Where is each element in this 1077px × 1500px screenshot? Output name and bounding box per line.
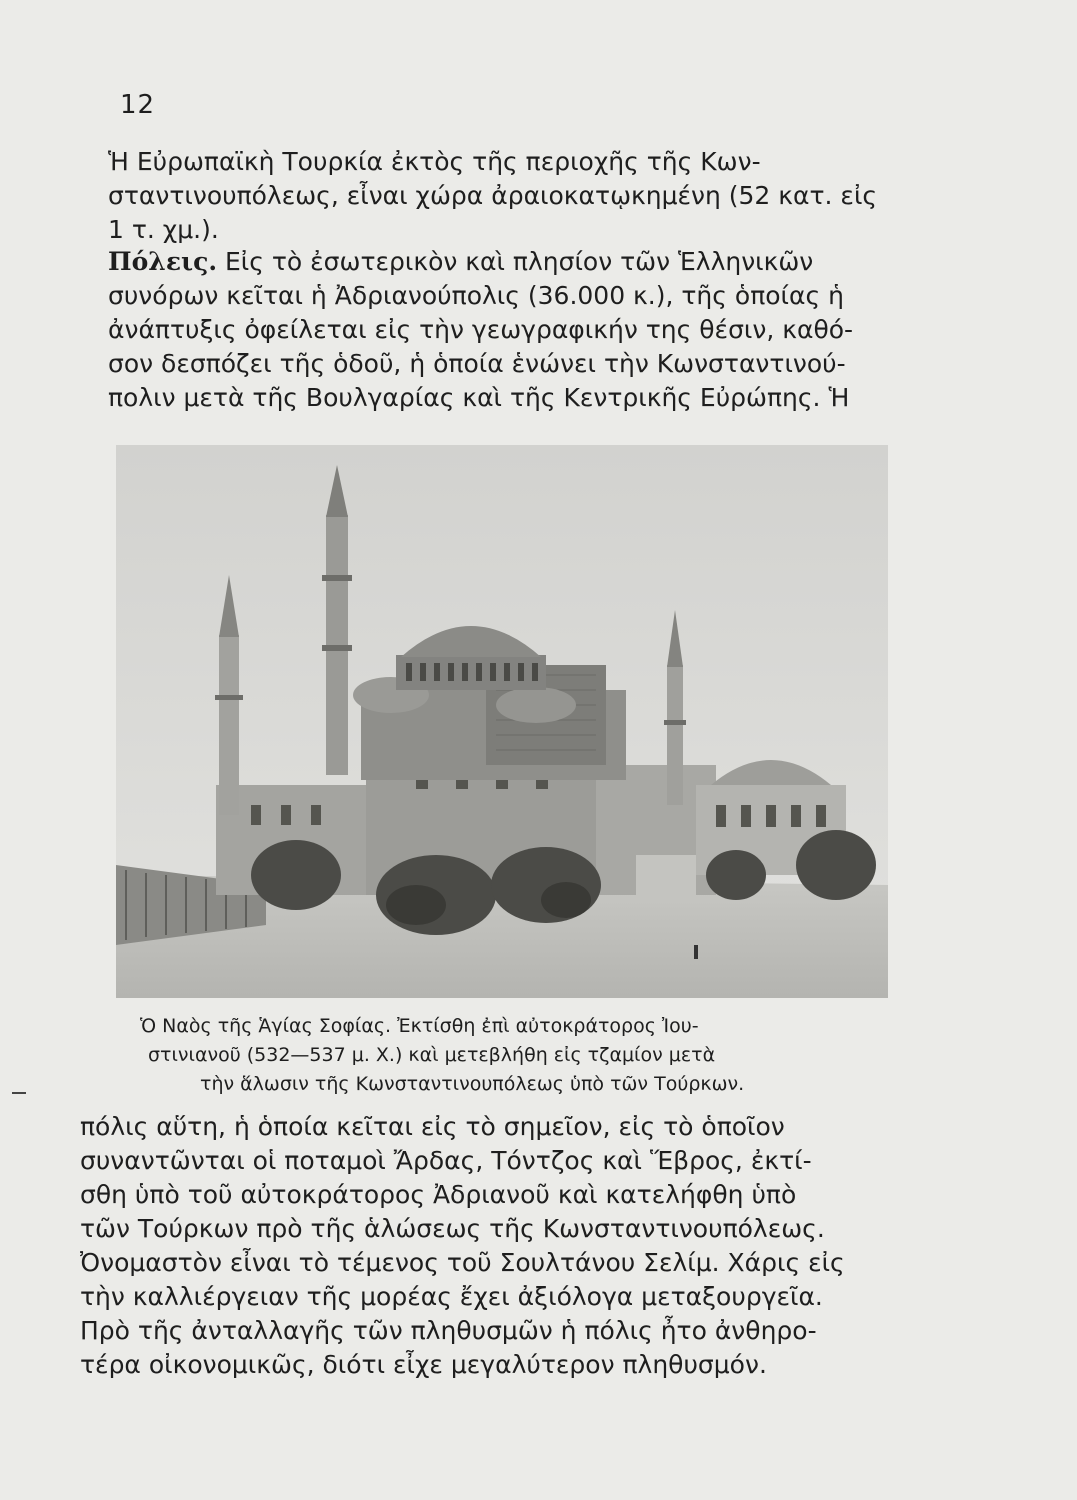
text-line (108, 245, 950, 279)
section-heading: Πόλεις. (108, 247, 218, 276)
text-line: τῶν Τούρκων πρὸ τῆς ἁλώσεως τῆς Κωνσταντινουπόλεως. (80, 1214, 825, 1243)
paragraph-adrianople (80, 1110, 950, 1382)
caption-line: στινιανοῦ (532—537 μ. Χ.) καὶ μετεβλήθη εἰς τζαμίον μετὰ (148, 1044, 716, 1066)
text-line: πολιν μετὰ τῆς Βουλγαρίας καὶ τῆς Κεντρικῆς Εὐρώπης. Ἡ (108, 383, 850, 412)
text-line: ἀνάπτυξις ὀφείλεται εἰς τὴν γεωγραφικήν της θέσιν, καθό- (108, 315, 854, 344)
text-line: Πρὸ τῆς ἀνταλλαγῆς τῶν πληθυσμῶν ἡ πόλις ἦτο ἀνθηρο- (80, 1316, 817, 1345)
text-line: συνόρων κεῖται ἡ Ἀδριανούπολις (36.000 κ.), τῆς ὁποίας ἡ (108, 281, 844, 310)
hagia-sophia-photo (116, 445, 888, 998)
photo-caption (140, 1012, 875, 1099)
text-line: σθη ὑπὸ τοῦ αὐτοκράτορος Ἀδριανοῦ καὶ κατελήφθη ὑπὸ (80, 1180, 797, 1209)
page-number: 12 (120, 90, 156, 120)
paragraph-cities (108, 245, 950, 415)
text-line: Ὀνομαστὸν εἶναι τὸ τέμενος τοῦ Σουλτάνου Σελίμ. Χάρις εἰς (80, 1248, 845, 1277)
paragraph-intro (108, 145, 950, 247)
margin-mark (12, 1092, 26, 1094)
text-line: συναντῶνται οἱ ποταμοὶ Ἄρδας, Τόντζος καὶ Ἕβρος, ἐκτί- (80, 1146, 812, 1175)
caption-line: Ὁ Ναὸς τῆς Ἁγίας Σοφίας. Ἐκτίσθη ἐπὶ αὐτοκράτορος Ἰου- (140, 1015, 699, 1037)
text-line: τέρα οἰκονομικῶς, διότι εἶχε μεγαλύτερον πληθυσμόν. (80, 1350, 767, 1379)
text-line: πόλις αὕτη, ἡ ὁποία κεῖται εἰς τὸ σημεῖον, εἰς τὸ ὁποῖον (80, 1112, 785, 1141)
hagia-sophia-illustration (116, 445, 888, 998)
text-line: Ἡ Εὐρωπαϊκὴ Τουρκία ἐκτὸς τῆς περιοχῆς τῆς Κων- (108, 147, 761, 176)
text-line: τὴν καλλιέργειαν τῆς μορέας ἔχει ἀξιόλογα μεταξουργεῖα. (80, 1282, 823, 1311)
caption-line: τὴν ἅλωσιν τῆς Κωνσταντινουπόλεως ὑπὸ τῶν Τούρκων. (200, 1073, 745, 1095)
heading-line-rest: Εἰς τὸ ἐσωτερικὸν καὶ πλησίον τῶν Ἑλληνικῶν (217, 247, 814, 276)
text-line: σταντινουπόλεως, εἶναι χώρα ἀραιοκατῳκημένη (52 κατ. εἰς (108, 181, 878, 210)
text-line: 1 τ. χμ.). (108, 215, 219, 244)
text-line: σον δεσπόζει τῆς ὁδοῦ, ἡ ὁποία ἑνώνει τὴν Κωνσταντινού- (108, 349, 846, 378)
